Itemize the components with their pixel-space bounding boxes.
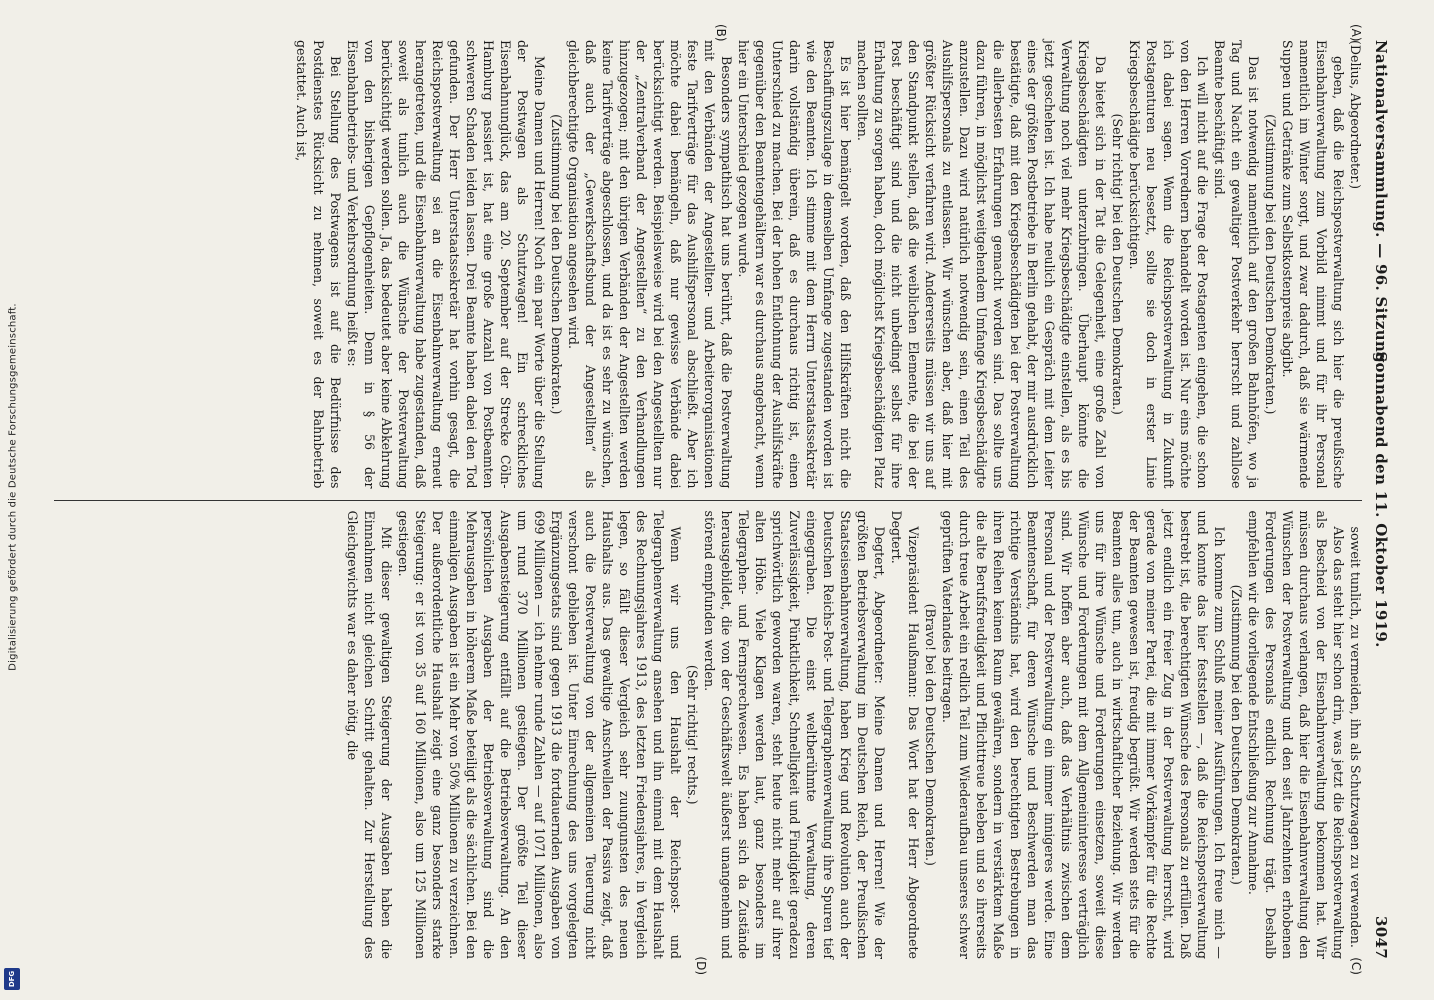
header-session: Nationalversammlung. — 96. Sitzung. bbox=[1372, 40, 1390, 369]
margin-marker-c: (C) bbox=[1349, 957, 1363, 975]
page-header bbox=[1364, 40, 1394, 959]
paragraph: Vizepräsident Haußmann: Das Wort hat der Herr Abgeordnete Degtert. bbox=[889, 510, 921, 959]
scanned-page bbox=[34, 22, 1402, 977]
funding-credit: Digitalisierung gefördert durch die Deutsche Forschungsgemeinschaft. bbox=[7, 303, 19, 671]
interjection: (Zustimmung bei den Deutschen Demokraten.) bbox=[1263, 114, 1278, 415]
paragraph: Ich komme zum Schluß meiner Ausführungen. Ich freue mich — und konnte das hier feststellen —, daß die Reichspostverwaltung bestrebt ist, die berechtigten Wünsche des Personals zu erfüllen. Daß jetzt endlich ein freier Zug in der Postverwaltung herrscht, wird gerade von meiner Partei, die mit immer Vorkämpfer für die Rechte der Beamten gewesen ist, freudig begrüßt. Wir werden stets für die Beamten alles tun, auch in wirtschaftlicher Beziehung. Wir werden uns für ihre Wünsche und Forderungen einsetzen, soweit diese Wünsche und Forderungen mit dem Allgemeininteresse verträglich sind. Wir hoffen aber auch, daß das Verhältnis zwischen dem Personal und der Postverwaltung ein immer innigeres werde. Eine Beamtenschaft, für deren Wünsche und Beschwerden man das richtige Verständnis hat, wird den berechtigten Bestrebungen in ihren Reihen keinen Raum gewähren, sondern in verstärktem Maße die alte Berufsfreudigkeit und Pflichttreue beleben und so ihrerseits durch treue Arbeit ein redlich Teil zum Wiederaufbau unseres schwer geprüften Vaterlandes beitragen. bbox=[940, 510, 1227, 959]
paragraph: Ich will nicht auf die Frage der Postagenten eingehen, die schon von den Herren Vorrednern behandelt worden ist. Nur eins möchte ich dabei sagen. Wenn die Reichspostverwaltung in Zukunft Postagenturen neu besetzt, sollte sie doch in erster Linie Kriegsbeschädigte berücksichtigen. bbox=[1127, 40, 1210, 489]
interjection: (Zustimmung bei den Deutschen Demokraten.) bbox=[1229, 584, 1244, 885]
paragraph: Das ist notwendig namentlich auf den großen Bahnhöfen, wo ja Tag und Nacht ein gewaltiger Postverkehr herrscht und zahllose Beamte beschäftigt sind. bbox=[1212, 40, 1261, 489]
paragraph: Mit dieser gewaltigen Steigerung der Ausgaben haben die Einnahmen nicht gleichen Schritt gehalten. Zur Herstellung des Gleichgewichts war es daher nötig, die bbox=[345, 510, 394, 959]
column-divider bbox=[54, 500, 1362, 501]
paragraph: Wenn wir uns den Haushalt der Reichspost- und Telegraphenverwaltung ansehen und ihn einmal mit dem Haushalt des Rechnungsjahres 1913, des letzten Friedensjahres, in Vergleich legen, so fällt dieser Vergleich sehr zuungunsten des neuen Haushalts aus. Das gewaltige Anschwellen der Passiva zeigt, daß auch die Postverwaltung von der allgemeinen Teuerung nicht verschont geblieben ist. Unter Einrechnung des uns vorgelegten Ergänzungsetats sind gegen 1913 die fortdauernden Ausgaben von 699 Millionen — ich nehme runde Zahlen — auf 1071 Millionen, also um rund 370 Millionen gestiegen. Der größte Teil dieser Ausgabensteigerung entfällt auf die Betriebsverwaltung. An den persönlichen Ausgaben der Betriebsverwaltung sind die Mehrausgaben in höherem Maße beteiligt als die sächlichen. Bei den einmaligen Ausgaben ist ein Mehr von 50% Millionen zu verzeichnen. Der außerordentliche Haushalt zeigt eine ganz besonders starke Steigerung: er ist von 35 auf 160 Millionen, also um 125 Millionen gestiegen. bbox=[396, 510, 683, 959]
interjection: (Zustimmung bei den Deutschen Demokraten.) bbox=[549, 114, 564, 415]
left-column bbox=[54, 24, 1364, 489]
paragraph: Es ist hier bemängelt worden, daß den Hilfskräften nicht die Beschaffungszulage in demselben Umfange zugestanden worden ist wie den Beamten. Ich stimme mit dem Herrn Unterstaatssekretär darin vollständig überein, daß es durchaus richtig ist, einen Unterschied zu machen. Bei der hohen Entlohnung der Aushilfskräfte gegenüber den Beamtengehältern war es durchaus angebracht, wenn hier ein Unterschied gezogen wurde. bbox=[736, 40, 853, 489]
paragraph: Bei Stellung des Postwagens ist auf die Bedürfnisse des Postdienstes Rücksicht zu nehmen, soweit es der Bahnbetrieb gestattet. Auch ist, bbox=[294, 40, 343, 489]
interjection: (Bravo! bei den Deutschen Demokraten.) bbox=[923, 603, 938, 866]
dfg-logo-icon bbox=[4, 968, 20, 990]
dfg-logo-label: DFG bbox=[8, 970, 16, 988]
paragraph: Meine Damen und Herren! Noch ein paar Worte über die Stellung der Postwagen als Schutzwagen! Ein schreckliches Eisenbahnunglück, das am 20. September auf der Strecke Cöln-Hamburg passiert ist, hat eine große Anzahl von Postbeamten schweren Schaden leiden lassen. Drei Beamte haben dabei den Tod gefunden. Der Herr Unterstaatssekretär hat vorhin gesagt, die Reichspostverwaltung sei an die Eisenbahnverwaltung erneut herangetreten, und die Eisenbahnverwaltung habe zugestanden, daß soweit als tunlich auch die Wünsche der Postverwaltung berücksichtigt werden sollen. Ja, das bedeutet aber keine Abkehrung von den bisherigen Gepflogenheiten. Denn in § 56 der Eisenbahnbetriebs- und Verkehrsordnung heißt es: bbox=[345, 40, 547, 489]
sidebar bbox=[0, 0, 26, 1000]
paragraph: geben, daß die Reichspostverwaltung sich hier die preußische Eisenbahnverwaltung zum Vorbild nimmt und für ihr Personal namentlich im Winter sorgt, und zwar dadurch, daß sie wärmende Suppen und Getränke zum Selbstkostenpreis abgibt. bbox=[1280, 40, 1346, 489]
right-column bbox=[54, 510, 1364, 975]
text-columns bbox=[54, 24, 1364, 975]
margin-marker-b: (B) bbox=[714, 24, 728, 42]
page-rotated bbox=[34, 22, 1402, 977]
interjection: (Sehr richtig! bei den Deutschen Demokraten.) bbox=[1110, 113, 1125, 415]
paragraph: Also das steht hier schon drin, was jetzt die Reichspostverwaltung als Bescheid von der Eisenbahnverwaltung bekommen hat. Wir müssen durchaus verlangen, daß hier die Eisenbahnverwaltung den Wünschen der Postverwaltung und den seit Jahrzehnten erhobenen Forderungen des Personals endlich Rechnung trägt. Deshalb empfehlen wir die vorliegende Entschließung zur Annahme. bbox=[1246, 510, 1346, 959]
paragraph: Degtert, Abgeordneter: Meine Damen und Herren! Wie der größten Betriebsverwaltung im Deutschen Reich, der Preußischen Staatseisenbahnverwaltung, haben Krieg und Revolution auch der Deutschen Reichs-Post- und Telegraphenverwaltung ihre Spuren tief eingegraben. Die einst weltberühmte Verwaltung, deren Zuverlässigkeit, Pünktlichkeit, Schnelligkeit und Findigkeit geradezu sprichwörtlich geworden waren, steht heute nicht mehr auf ihrer alten Höhe. Viele Klagen werden laut, ganz besonders im Telegraphen- und Fernsprechwesen. Es haben sich da Zustände herausgebildet, die von der Geschäftswelt äußerst unangenehm und störend empfunden werden. bbox=[702, 510, 887, 959]
header-date: Sonnabend den 11. Oktober 1919. bbox=[1372, 351, 1390, 648]
margin-marker-a: (A) bbox=[1349, 24, 1363, 42]
interjection: (Sehr richtig! rechts.) bbox=[685, 664, 700, 805]
margin-marker-d: (D) bbox=[694, 956, 708, 975]
paragraph: soweit tunlich, zu vermeiden, ihn als Schutzwagen zu verwenden. bbox=[1348, 526, 1363, 948]
paragraph: Besonders sympathisch hat uns berührt, daß die Postverwaltung mit den Verbänden der Angestellten- und Arbeiterorganisationen feste Tarifverträge für das Aushilfspersonal abschließt. Aber ich möchte dabei bemängeln, daß nur gewisse Verbände dabei berücksichtigt werden. Beispielsweise wird bei den Angestellten nur der „Zentralverband der Angestellten“ zu den Verhandlungen hinzugezogen; mit den übrigen Verbänden der Angestellten werden keine Tarifverträge abgeschlossen, und da ist es sehr zu wünschen, daß auch der „Gewerkschaftsbund der Angestellten“ als gleichberechtigte Organisation angesehen wird. bbox=[566, 40, 734, 489]
paragraph: Da bietet sich in der Tat die Gelegenheit, eine große Zahl von Kriegsbeschädigten unterzubringen. Überhaupt könnte die Verwaltung noch viel mehr Kriegsbeschädigte einstellen, als es bis jetzt geschehen ist. Ich habe neulich ein Gespräch mit dem Leiter eines der größten Postbetriebe in Berlin gehabt, der mir ausdrücklich bestätigte, daß mit den Kriegsbeschädigten bei der Postverwaltung die allerbesten Erfahrungen gemacht worden sind. Das sollte uns dazu führen, in möglichst weitgehendem Umfange Kriegsbeschädigte anzustellen. Dazu wird natürlich notwendig sein, einen Teil des Aushilfspersonals zu entlassen. Wir wünschen aber, daß hier mit größter Rücksicht verfahren wird. Andererseits müssen wir uns auf den Standpunkt stellen, daß die weiblichen Elemente, die bei der Post beschäftigt sind und die nicht unbedingt selbst für ihre Erhaltung zu sorgen haben, doch möglichst Kriegsbeschädigten Platz machen sollten. bbox=[855, 40, 1108, 489]
header-page-number: 3047 bbox=[1372, 916, 1390, 959]
paragraph: (Delius, Abgeordneter.) bbox=[1348, 40, 1363, 190]
